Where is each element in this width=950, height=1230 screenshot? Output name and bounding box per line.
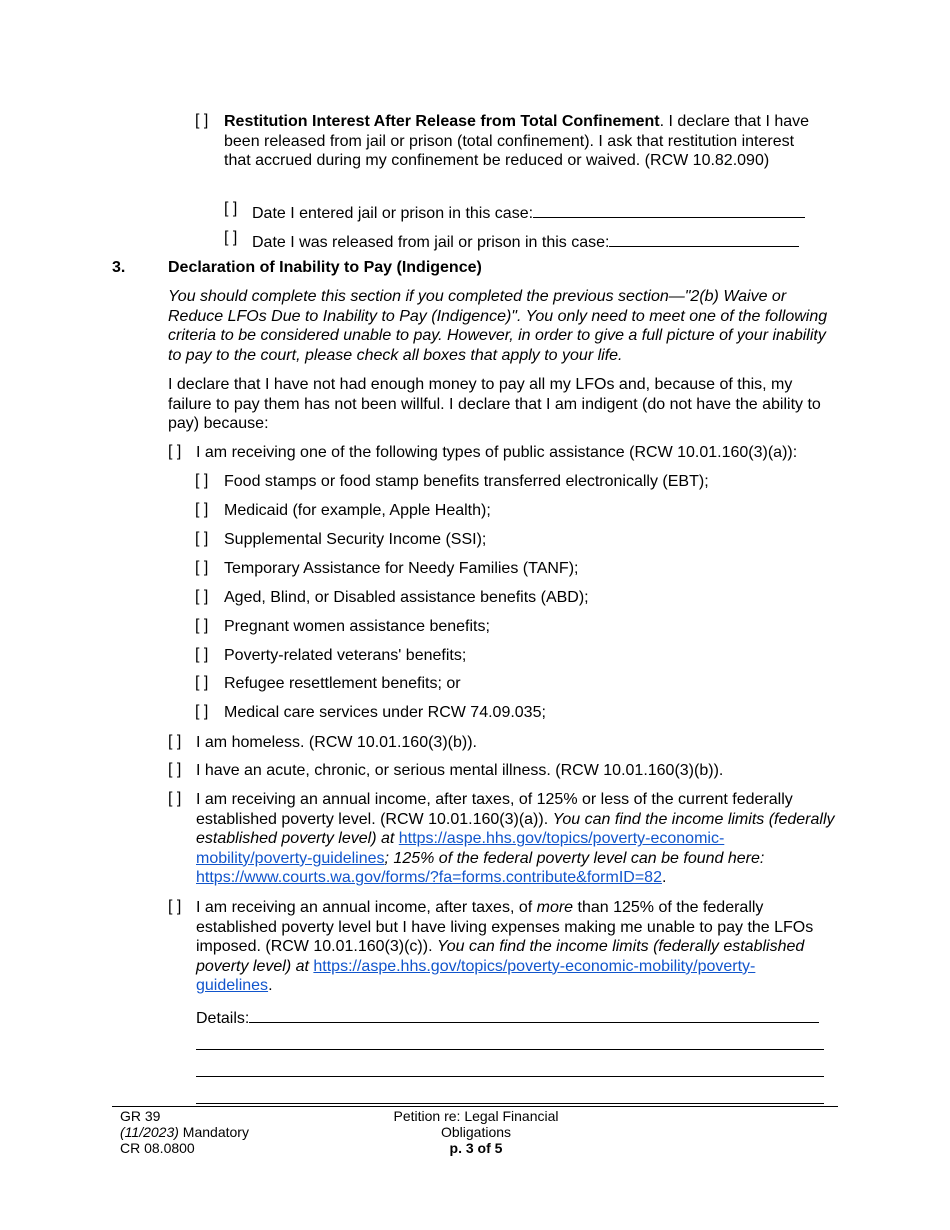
form-mandatory: Mandatory xyxy=(178,1124,249,1140)
restitution-title: Restitution Interest After Release from Total Confinement xyxy=(224,113,660,130)
checkbox-assistance-item[interactable]: [ ] xyxy=(195,646,209,663)
assistance-item: Aged, Blind, or Disabled assistance benefits (ABD); xyxy=(224,589,589,606)
details-field[interactable] xyxy=(249,1005,819,1023)
date-released-label: Date I was released from jail or prison in this case: xyxy=(252,234,610,251)
income-more-end: . xyxy=(268,977,273,995)
footer-title-line1: Petition re: Legal Financial xyxy=(393,1108,559,1124)
details-row xyxy=(196,1005,824,1029)
income-125-paragraph xyxy=(196,790,838,888)
checkbox-assistance-item[interactable]: [ ] xyxy=(195,617,209,634)
checkbox-assistance-item[interactable]: [ ] xyxy=(195,559,209,576)
poverty-guidelines-link-2[interactable]: https://aspe.hhs.gov/topics/poverty-economic-mobility/poverty-guidelines xyxy=(196,957,756,995)
assistance-item: Food stamps or food stamp benefits transferred electronically (EBT); xyxy=(224,473,709,490)
restitution-text: . I declare that I have been released from jail or prison (total confinement). I ask that restitution interest that accrued during my confinement be reduced or waived. (RCW 10.82.090) xyxy=(224,113,810,170)
assistance-item: Medical care services under RCW 74.09.035; xyxy=(224,704,546,721)
checkbox-assistance-item[interactable]: [ ] xyxy=(195,530,209,547)
assistance-item: Medicaid (for example, Apple Health); xyxy=(224,502,491,519)
footer-rule xyxy=(112,1106,838,1107)
restitution-paragraph xyxy=(224,112,824,171)
section-heading: Declaration of Inability to Pay (Indigence) xyxy=(168,259,482,276)
checkbox-assistance-item[interactable]: [ ] xyxy=(195,501,209,518)
footer-center xyxy=(376,1108,576,1156)
checkbox-public-assistance[interactable]: [ ] xyxy=(168,443,182,460)
income-more-note: You can find the income limits (federally established poverty level) at xyxy=(196,938,805,975)
income-more-emphasis: more xyxy=(536,899,574,916)
cr-number: CR 08.0800 xyxy=(120,1140,195,1156)
income-more-paragraph xyxy=(196,898,824,996)
checkbox-assistance-item[interactable]: [ ] xyxy=(195,472,209,489)
details-line[interactable] xyxy=(196,1049,824,1050)
date-entered-label: Date I entered jail or prison in this case: xyxy=(252,205,534,222)
form-date: (11/2023) xyxy=(120,1124,179,1140)
public-assistance-text: I am receiving one of the following types of public assistance (RCW 10.01.160(3)(a)): xyxy=(196,444,798,461)
details-label: Details: xyxy=(196,1010,250,1027)
checkbox-date-released[interactable]: [ ] xyxy=(224,229,238,246)
details-line[interactable] xyxy=(196,1103,824,1104)
page-number: p. 3 of 5 xyxy=(449,1140,503,1156)
courts-forms-link[interactable]: https://www.courts.wa.gov/forms/?fa=forms.contribute&formID=82 xyxy=(196,869,662,887)
poverty-guidelines-link[interactable]: https://aspe.hhs.gov/topics/poverty-economic-mobility/poverty-guidelines xyxy=(196,830,725,867)
date-entered-field[interactable] xyxy=(533,200,805,218)
income-125-note-2: ; 125% of the federal poverty level can be found here: xyxy=(384,849,765,867)
footer-left xyxy=(120,1108,249,1156)
section-instructions: You should complete this section if you completed the previous section—"2(b) Waive or Reduce LFOs Due to Inability to Pay (Indigence)". You only need to meet one of the following criteria to be considered unable to pay. However, in order to give a full picture of your inability to pay to the court, please check all boxes that apply to your life. xyxy=(168,288,828,364)
income-125-end: . xyxy=(661,869,667,887)
checkbox-assistance-item[interactable]: [ ] xyxy=(195,588,209,605)
income-more-text-2: than 125% of the federally established poverty level but I have living expenses making me unable to pay the LFOs imposed. (RCW 10.01.160(3)(c)). xyxy=(196,899,814,956)
checkbox-restitution[interactable]: [ ] xyxy=(195,112,209,129)
assistance-item: Pregnant women assistance benefits; xyxy=(224,618,490,635)
homeless-text: I am homeless. (RCW 10.01.160(3)(b)). xyxy=(196,734,477,751)
checkbox-mental-illness[interactable]: [ ] xyxy=(168,761,182,778)
footer-title-line2: Obligations xyxy=(440,1124,512,1140)
assistance-item: Supplemental Security Income (SSI); xyxy=(224,531,487,548)
date-released-row xyxy=(252,229,824,253)
checkbox-assistance-item[interactable]: [ ] xyxy=(195,674,209,691)
income-more-text-1: I am receiving an annual income, after taxes, of xyxy=(196,899,537,916)
assistance-item: Refugee resettlement benefits; or xyxy=(224,675,461,692)
form-date-line xyxy=(120,1124,249,1140)
assistance-item: Temporary Assistance for Needy Families (TANF); xyxy=(224,560,579,577)
checkbox-income-more[interactable]: [ ] xyxy=(168,898,182,915)
income-125-note: You can find the income limits (federally established poverty level) at xyxy=(196,810,835,848)
date-released-field[interactable] xyxy=(609,229,799,247)
mental-illness-text: I have an acute, chronic, or serious mental illness. (RCW 10.01.160(3)(b)). xyxy=(196,762,724,779)
checkbox-homeless[interactable]: [ ] xyxy=(168,733,182,750)
form-number: GR 39 xyxy=(120,1108,161,1124)
checkbox-date-entered[interactable]: [ ] xyxy=(224,200,238,217)
section-number: 3. xyxy=(112,259,126,276)
details-line[interactable] xyxy=(196,1076,824,1077)
checkbox-income-125[interactable]: [ ] xyxy=(168,790,182,807)
assistance-item: Poverty-related veterans' benefits; xyxy=(224,647,467,664)
income-125-text: I am receiving an annual income, after taxes, of 125% or less of the current federally established poverty level. (RCW 10.01.160(3)(a)). xyxy=(196,791,793,828)
indigence-declaration: I declare that I have not had enough money to pay all my LFOs and, because of this, my failure to pay them has not been willful. I declare that I am indigent (do not have the ability to pay) because: xyxy=(168,376,821,433)
date-entered-row xyxy=(252,200,824,224)
checkbox-assistance-item[interactable]: [ ] xyxy=(195,703,209,720)
